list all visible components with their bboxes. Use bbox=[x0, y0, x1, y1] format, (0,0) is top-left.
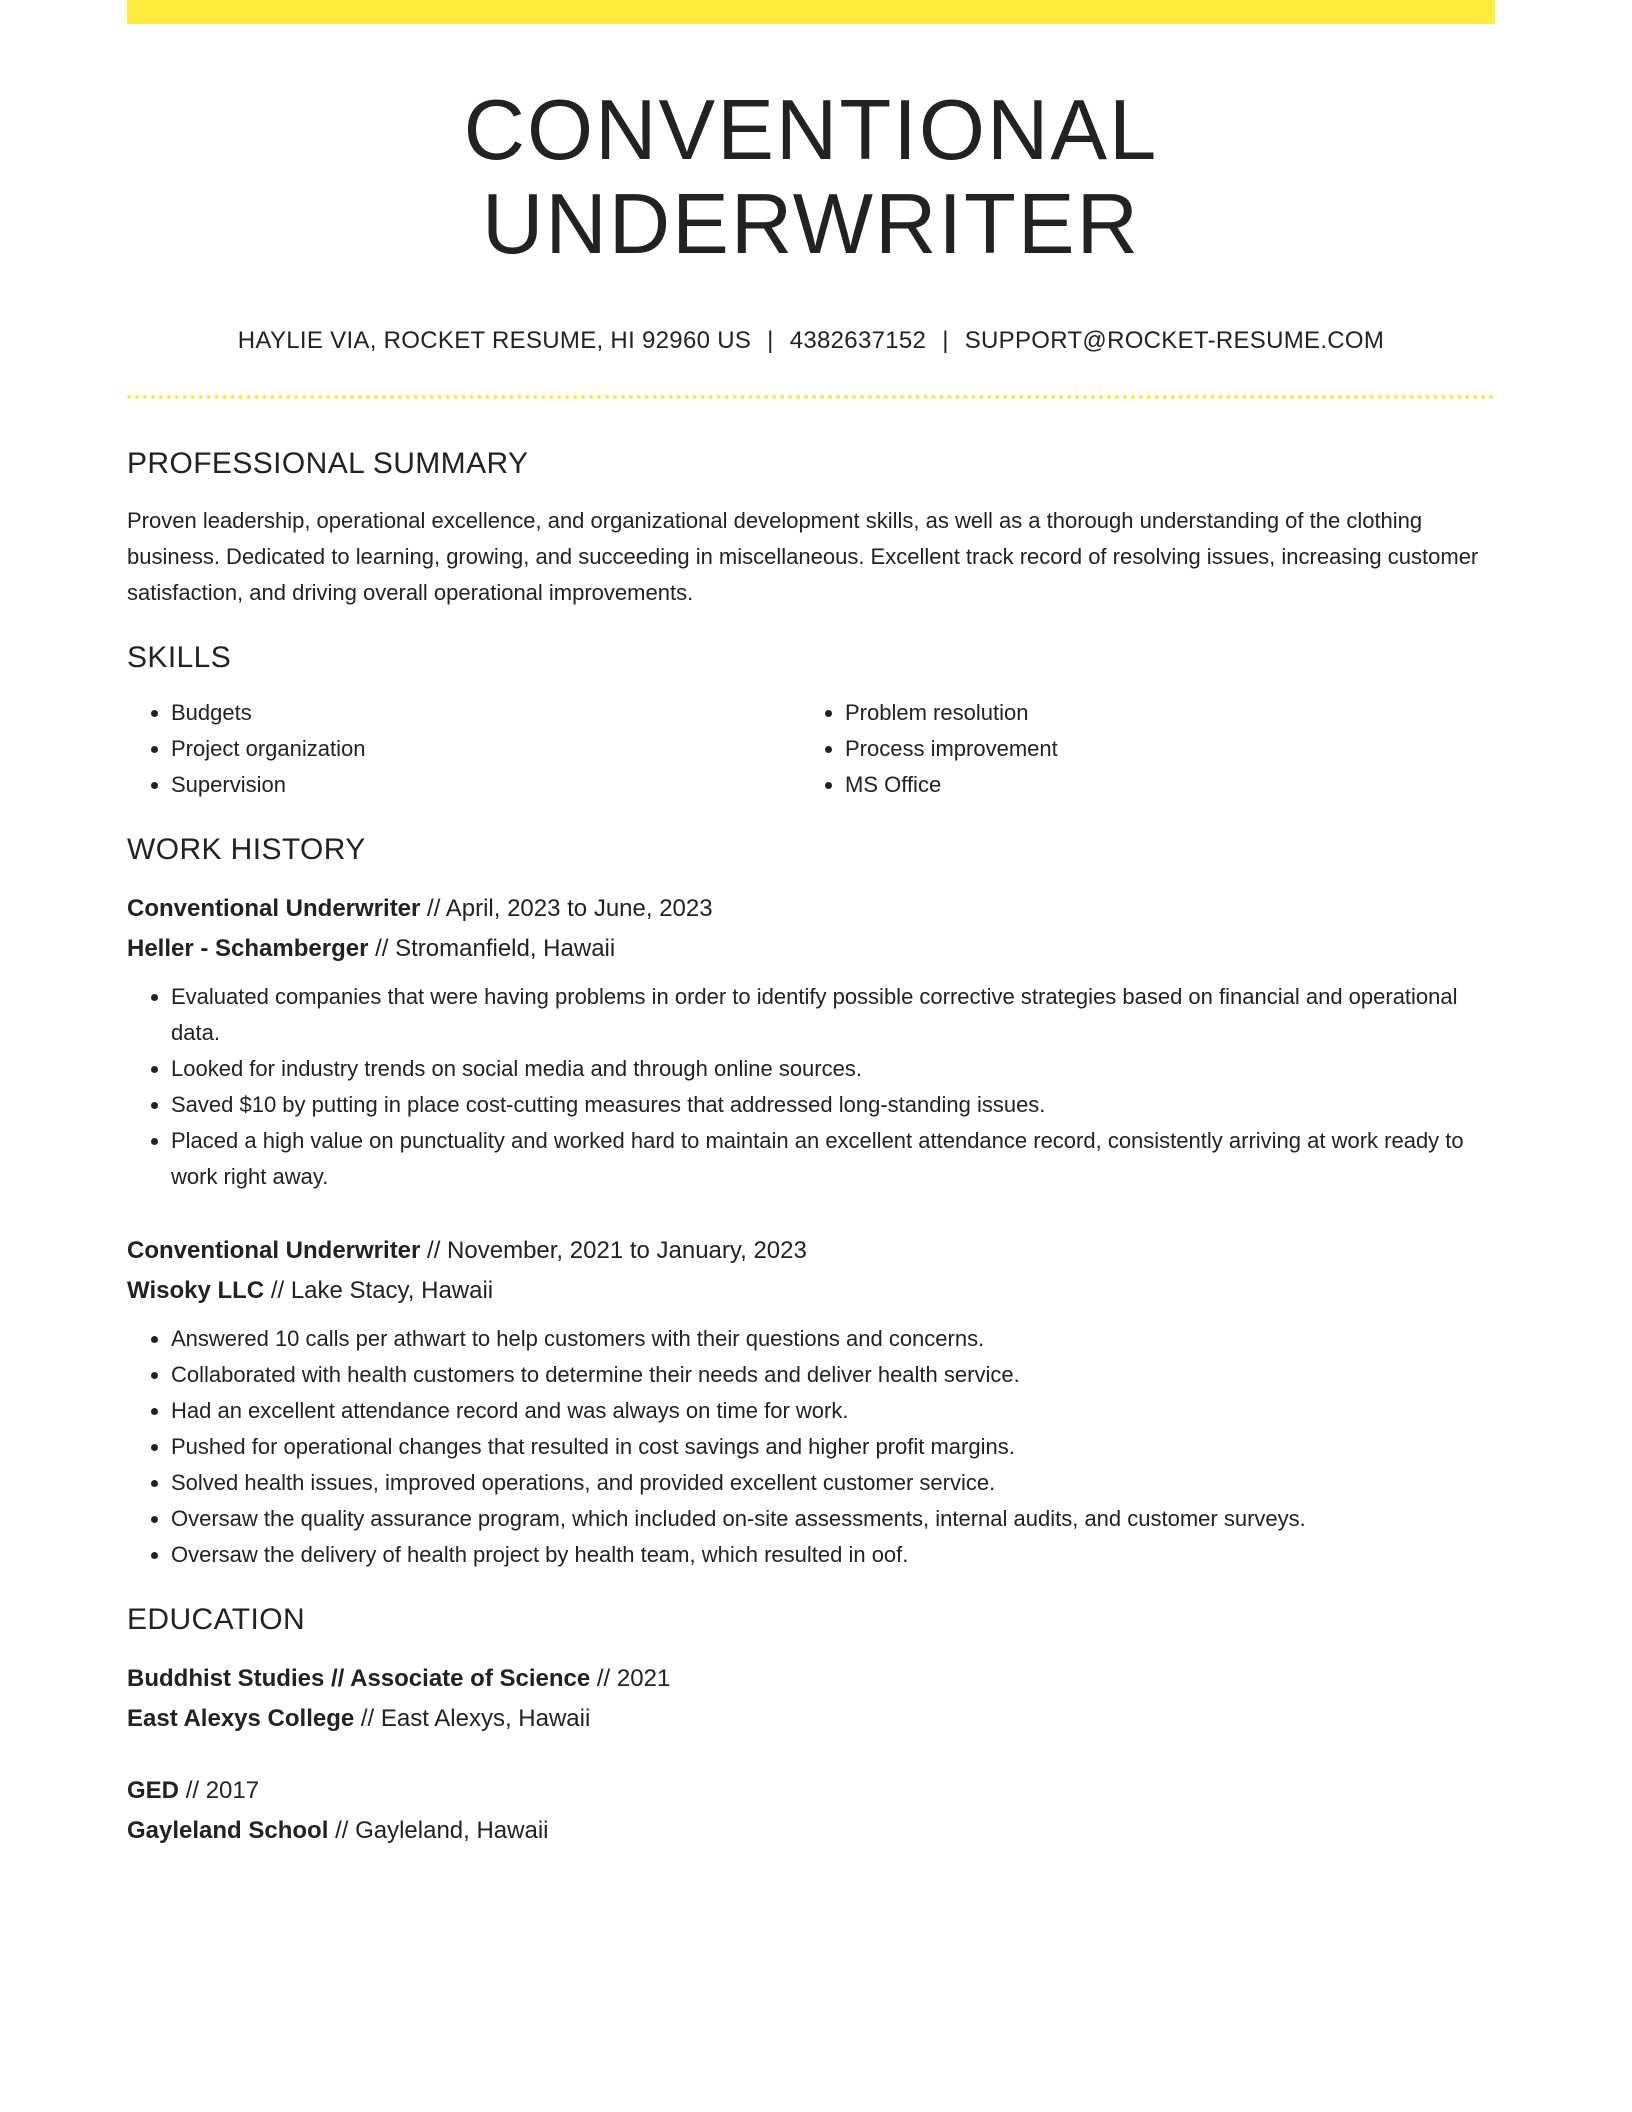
contact-phone[interactable]: 4382637152 bbox=[789, 327, 927, 354]
dotted-divider bbox=[127, 395, 1495, 399]
contact-address: HAYLIE VIA, ROCKET RESUME, HI 92960 US bbox=[237, 327, 752, 354]
job-bullet: • Oversaw the delivery of health project by health team, which resulted in oof. bbox=[171, 1537, 1495, 1573]
education-school: Gayleland School bbox=[127, 1817, 329, 1844]
job-bullets bbox=[127, 979, 1495, 1195]
resume-title: CONVENTIONAL UNDERWRITER bbox=[463, 83, 1159, 272]
job-title: Conventional Underwriter bbox=[127, 895, 421, 922]
professional-summary-section bbox=[127, 447, 1495, 611]
skills-column-left bbox=[127, 695, 801, 803]
skill-item: • Problem resolution bbox=[845, 695, 1475, 731]
skills-columns bbox=[127, 695, 1495, 803]
job-bullet: • Solved health issues, improved operations, and provided excellent customer service. bbox=[171, 1465, 1495, 1501]
job-company: Wisoky LLC bbox=[127, 1277, 265, 1304]
skills-column-right bbox=[801, 695, 1475, 803]
job-title-line bbox=[127, 1231, 1495, 1271]
job-bullet: • Looked for industry trends on social media and through online sources. bbox=[171, 1051, 1495, 1087]
job-bullet: • Answered 10 calls per athwart to help customers with their questions and concerns. bbox=[171, 1321, 1495, 1357]
job-company: Heller - Schamberger bbox=[127, 935, 369, 962]
education-degree: GED bbox=[127, 1777, 180, 1804]
education-year: // 2017 bbox=[185, 1777, 260, 1804]
section-heading-work: WORK HISTORY bbox=[127, 833, 366, 866]
skill-item: • Budgets bbox=[171, 695, 801, 731]
job-location: // Lake Stacy, Hawaii bbox=[270, 1277, 494, 1304]
education-degree: Buddhist Studies // Associate of Science bbox=[127, 1665, 591, 1692]
education-location: // Gayleland, Hawaii bbox=[335, 1817, 549, 1844]
section-heading-skills: SKILLS bbox=[127, 641, 232, 674]
skill-item: • MS Office bbox=[845, 767, 1475, 803]
job-company-line bbox=[127, 929, 1495, 969]
skills-section bbox=[127, 641, 1495, 803]
skill-item: • Process improvement bbox=[845, 731, 1475, 767]
job-entry bbox=[127, 889, 1495, 1195]
education-school-line bbox=[127, 1699, 1495, 1739]
education-degree-line bbox=[127, 1771, 1495, 1811]
contact-email[interactable]: SUPPORT@ROCKET-RESUME.COM bbox=[964, 327, 1385, 354]
contact-line bbox=[127, 327, 1495, 355]
accent-top-bar bbox=[127, 0, 1495, 24]
summary-text: Proven leadership, operational excellence, and organizational development skills, as well as a thorough understanding of the clothing business. Dedicated to learning, growing, and succeeding in miscellaneous. Excellent track record of resolving issues, increasing customer satisfaction, and driving overall operational improvements. bbox=[127, 508, 1479, 605]
section-heading-education: EDUCATION bbox=[127, 1603, 306, 1636]
job-dates: // April, 2023 to June, 2023 bbox=[427, 895, 713, 922]
education-location: // East Alexys, Hawaii bbox=[360, 1705, 591, 1732]
job-bullet: • Pushed for operational changes that resulted in cost savings and higher profit margins. bbox=[171, 1429, 1495, 1465]
job-bullet: • Placed a high value on punctuality and worked hard to maintain an excellent attendance record, consistently arriving at work ready to work right away. bbox=[171, 1123, 1495, 1195]
job-bullet: • Oversaw the quality assurance program, which included on-site assessments, internal audits, and customer surveys. bbox=[171, 1501, 1495, 1537]
job-bullet: • Saved $10 by putting in place cost-cutting measures that addressed long-standing issues. bbox=[171, 1087, 1495, 1123]
education-school: East Alexys College bbox=[127, 1705, 355, 1732]
section-heading-summary: PROFESSIONAL SUMMARY bbox=[127, 447, 529, 480]
job-entry bbox=[127, 1231, 1495, 1573]
education-year: // 2021 bbox=[596, 1665, 671, 1692]
job-bullets bbox=[127, 1321, 1495, 1573]
education-school-line bbox=[127, 1811, 1495, 1851]
resume-page bbox=[127, 0, 1495, 1851]
contact-separator: | bbox=[767, 327, 774, 354]
job-title: Conventional Underwriter bbox=[127, 1237, 421, 1264]
job-title-line bbox=[127, 889, 1495, 929]
job-bullet: • Evaluated companies that were having problems in order to identify possible corrective strategies based on financial and operational data. bbox=[171, 979, 1495, 1051]
contact-separator: | bbox=[942, 327, 949, 354]
education-degree-line bbox=[127, 1659, 1495, 1699]
job-location: // Stromanfield, Hawaii bbox=[375, 935, 616, 962]
education-entry bbox=[127, 1771, 1495, 1851]
education-entry bbox=[127, 1659, 1495, 1739]
education-section bbox=[127, 1603, 1495, 1851]
skill-item: • Project organization bbox=[171, 731, 801, 767]
job-company-line bbox=[127, 1271, 1495, 1311]
job-bullet: • Had an excellent attendance record and was always on time for work. bbox=[171, 1393, 1495, 1429]
work-history-section bbox=[127, 833, 1495, 1573]
job-dates: // November, 2021 to January, 2023 bbox=[427, 1237, 807, 1264]
job-bullet: • Collaborated with health customers to determine their needs and deliver health service. bbox=[171, 1357, 1495, 1393]
skill-item: • Supervision bbox=[171, 767, 801, 803]
